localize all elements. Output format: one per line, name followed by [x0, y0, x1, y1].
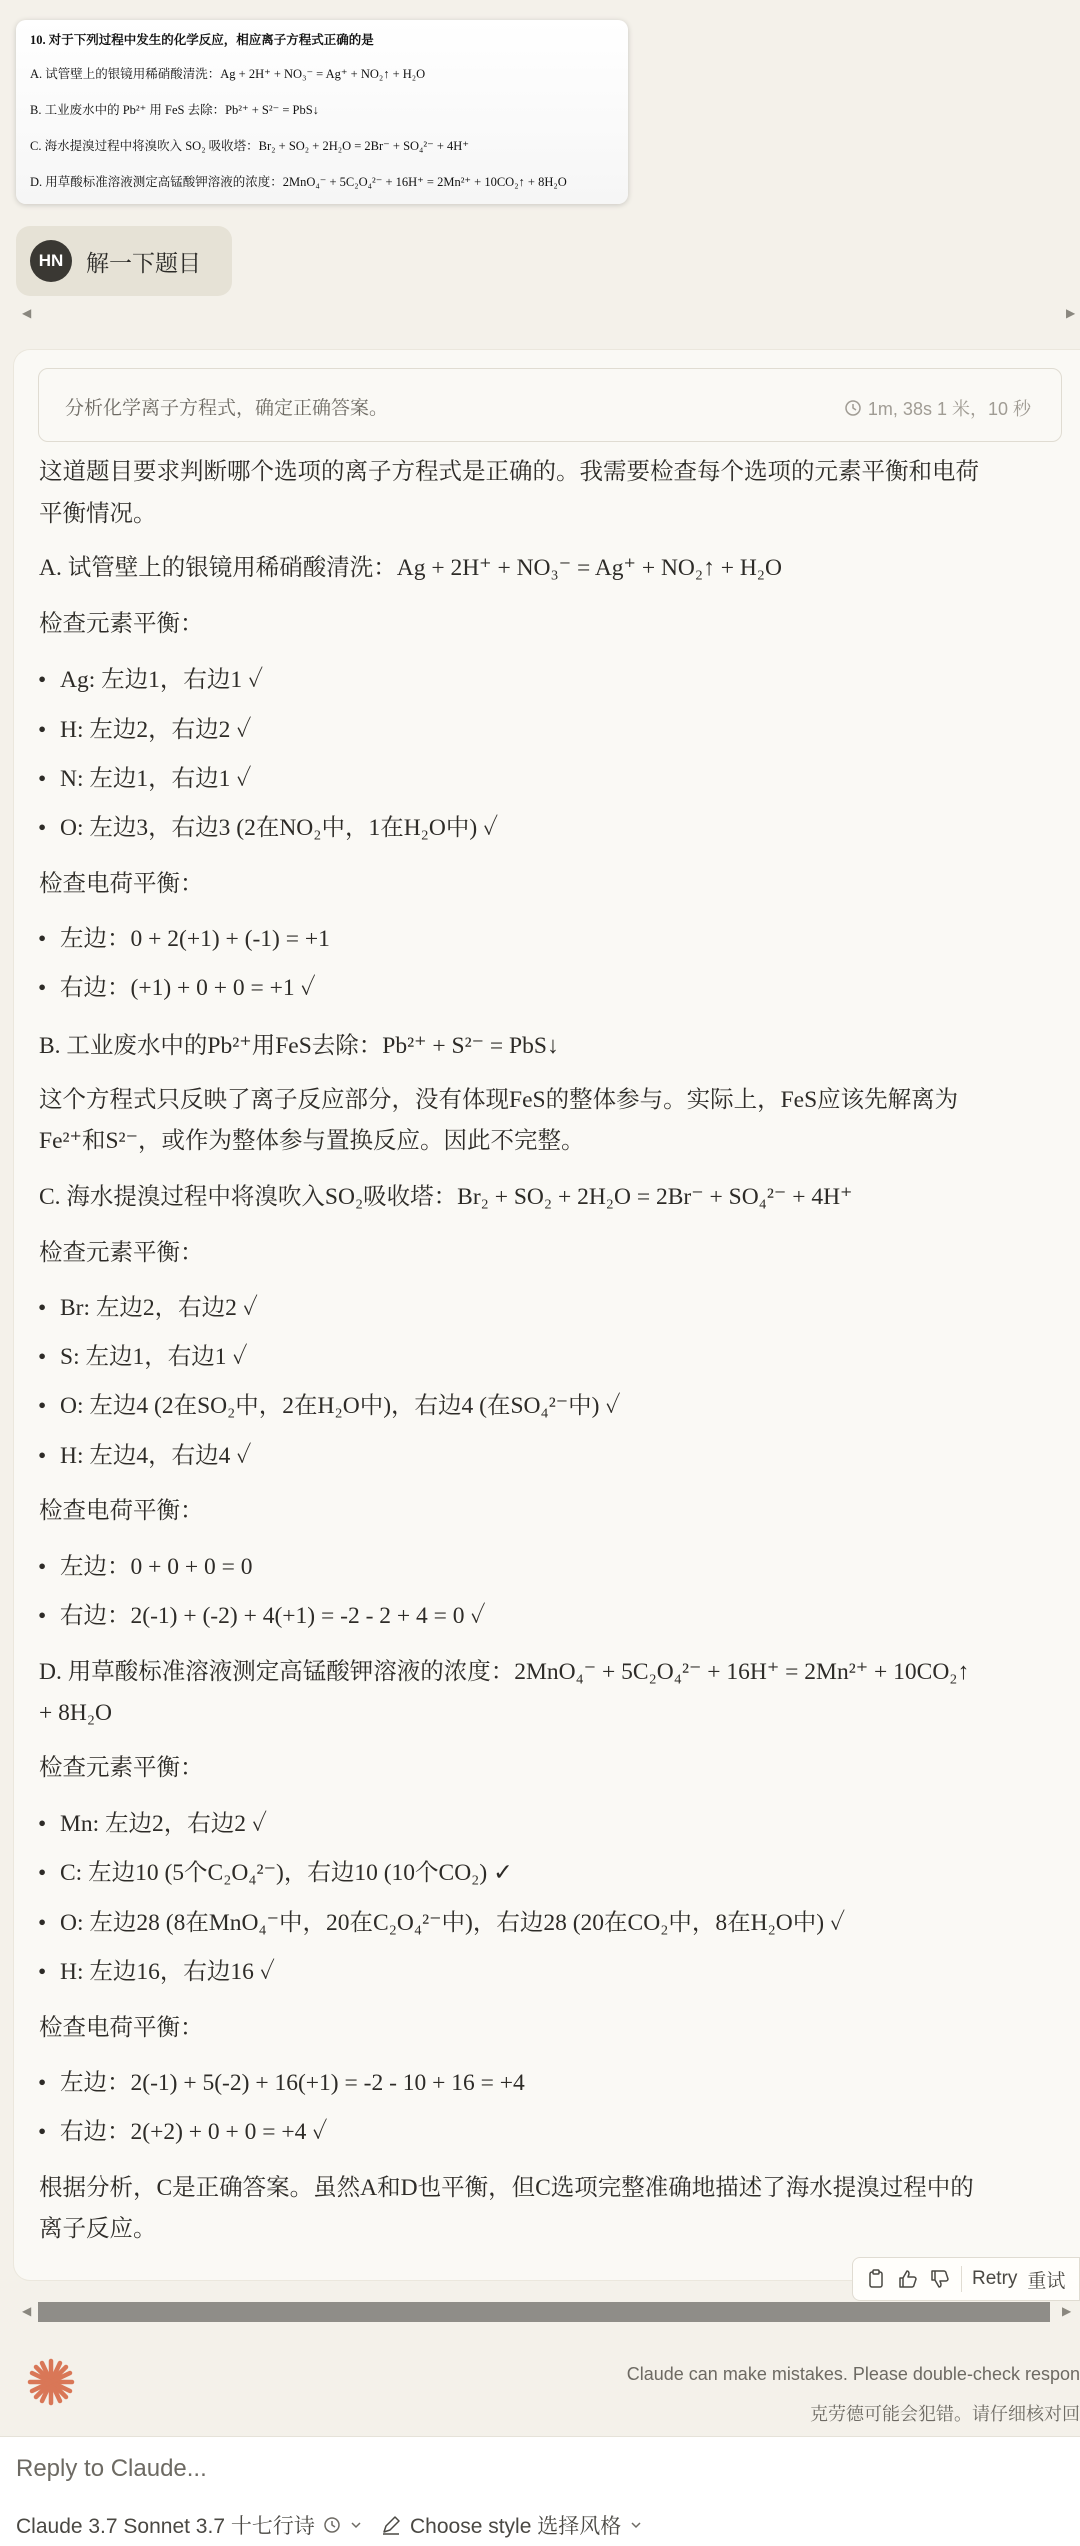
option-a-element-ag: • Ag: 左边1，右边1 ✓ [60, 660, 263, 700]
scroll-left-arrow-icon[interactable]: ◀ [22, 2304, 32, 2318]
answer-intro-line2: 平衡情况。 [39, 501, 157, 527]
problem-option-d: D. 用草酸标准溶液测定高锰酸钾溶液的浓度：2MnO₄⁻ + 5C₂O₄²⁻ + 16H⁺ = 2Mn²⁺ + 10CO₂↑ + 8H₂O [30, 175, 567, 189]
clock-icon [844, 399, 862, 417]
action-divider [961, 2266, 962, 2292]
option-c-charge-left: • 左边：0 + 0 + 0 = 0 [60, 1547, 253, 1587]
problem-option-b: B. 工业废水中的 Pb²⁺ 用 FeS 去除：Pb²⁺ + S²⁻ = PbS↓ [30, 103, 319, 117]
thinking-summary-text: 分析化学离子方程式，确定正确答案。 [65, 398, 389, 419]
option-a-element-o: • O: 左边3，右边3 (2在NO₂中，1在H₂O中) ✓ [60, 808, 498, 848]
option-d-title-line1: D. 用草酸标准溶液测定高锰酸钾溶液的浓度：2MnO₄⁻ + 5C₂O₄²⁻ + 16H⁺ = 2Mn²⁺ + 10CO₂↑ [39, 1659, 970, 1685]
option-a-title: A. 试管壁上的银镜用稀硝酸清洗：Ag + 2H⁺ + NO₃⁻ = Ag⁺ + NO₂↑ + H₂O [39, 555, 782, 581]
problem-question: 10. 对于下列过程中发生的化学反应，相应离子方程式正确的是 [30, 33, 374, 47]
extended-thinking-icon [323, 2516, 341, 2534]
option-c-charge-right: • 右边：2(-1) + (-2) + 4(+1) = -2 - 2 + 4 = 0 ✓ [60, 1596, 486, 1636]
style-selector[interactable] [380, 2510, 643, 2540]
user-message-text: 解一下题目 [86, 249, 201, 276]
model-selector[interactable] [16, 2510, 363, 2540]
disclaimer-english: Claude can make mistakes. Please double-check respon [626, 2364, 1080, 2384]
option-c-element-heading: 检查元素平衡： [39, 1240, 204, 1266]
thinking-summary-box[interactable] [38, 368, 1062, 442]
answer-intro-line1: 这道题目要求判断哪个选项的离子方程式是正确的。我需要检查每个选项的元素平衡和电荷 [39, 459, 979, 485]
chevron-down-icon [629, 2518, 643, 2532]
option-d-element-heading: 检查元素平衡： [39, 1755, 204, 1781]
pen-icon [380, 2514, 402, 2536]
problem-option-a: A. 试管壁上的银镜用稀硝酸清洗：Ag + 2H⁺ + NO₃⁻ = Ag⁺ + NO₂↑ + H₂O [30, 67, 426, 81]
disclaimer-chinese: 克劳德可能会犯错。请仔细核对回 [810, 2404, 1080, 2424]
option-c-element-o: • O: 左边4 (2在SO₂中，2在H₂O中)，右边4 (在SO₄²⁻中) ✓ [60, 1386, 621, 1426]
option-a-element-h: • H: 左边2，右边2 ✓ [60, 710, 251, 750]
option-c-title: C. 海水提溴过程中将溴吹入SO₂吸收塔：Br₂ + SO₂ + 2H₂O = 2Br⁻ + SO₄²⁻ + 4H⁺ [39, 1184, 853, 1210]
problem-option-c: C. 海水提溴过程中将溴吹入 SO₂ 吸收塔：Br₂ + SO₂ + 2H₂O = 2Br⁻ + SO₄²⁻ + 4H⁺ [30, 139, 469, 153]
thinking-meta [844, 395, 1031, 421]
thumbs-up-icon[interactable] [897, 2268, 919, 2290]
option-a-element-heading: 检查元素平衡： [39, 611, 204, 637]
option-d-element-c: • C: 左边10 (5个C₂O₄²⁻)，右边10 (10个CO₂) ✓ [60, 1853, 513, 1893]
copy-icon[interactable] [865, 2268, 887, 2290]
option-d-title-line2: + 8H₂O [39, 1700, 113, 1726]
thumbs-down-icon[interactable] [929, 2268, 951, 2290]
option-c-element-h: • H: 左边4，右边4 ✓ [60, 1436, 251, 1476]
user-avatar: HN [30, 240, 72, 282]
option-c-element-s: • S: 左边1，右边1 ✓ [60, 1337, 248, 1377]
option-a-element-n: • N: 左边1，右边1 ✓ [60, 759, 251, 799]
option-a-charge-left: • 左边：0 + 2(+1) + (-1) = +1 [60, 919, 330, 959]
chevron-down-icon [349, 2518, 363, 2532]
attached-problem-image[interactable] [16, 20, 628, 204]
reply-input[interactable]: Reply to Claude... [16, 2455, 207, 2482]
option-d-charge-right: • 右边：2(+2) + 0 + 0 = +4 ✓ [60, 2112, 327, 2152]
retry-zh-label[interactable]: 重试 [1027, 2270, 1066, 2292]
scroll-right-arrow-icon[interactable]: ▶ [1062, 2304, 1072, 2318]
scroll-left-arrow-icon[interactable]: ◀ [22, 306, 32, 320]
option-c-charge-heading: 检查电荷平衡： [39, 1498, 204, 1524]
option-b-text-line2: Fe²⁺和S²⁻，或作为整体参与置换反应。因此不完整。 [39, 1128, 585, 1154]
option-a-charge-heading: 检查电荷平衡： [39, 871, 204, 897]
scroll-right-arrow-icon[interactable]: ▶ [1066, 306, 1076, 320]
thinking-duration: 1m, 38s 1 米，10 秒 [867, 399, 1031, 419]
option-d-charge-left: • 左边：2(-1) + 5(-2) + 16(+1) = -2 - 10 + 16 = +4 [60, 2063, 525, 2103]
message-action-bar [852, 2257, 1080, 2301]
option-d-element-h: • H: 左边16，右边16 ✓ [60, 1952, 275, 1992]
option-b-text-line1: 这个方程式只反映了离子反应部分，没有体现FeS的整体参与。实际上，FeS应该先解离为 [39, 1087, 959, 1113]
option-d-charge-heading: 检查电荷平衡： [39, 2015, 204, 2041]
horizontal-scrollbar[interactable] [38, 2302, 1050, 2322]
model-selector-label: Claude 3.7 Sonnet 3.7 十七行诗 [16, 2515, 315, 2538]
conclusion-line2: 离子反应。 [39, 2216, 157, 2242]
option-b-title: B. 工业废水中的Pb²⁺用FeS去除：Pb²⁺ + S²⁻ = PbS↓ [39, 1033, 559, 1059]
user-message-bubble [16, 226, 232, 296]
retry-button[interactable]: Retry [972, 2268, 1018, 2289]
option-a-charge-right: • 右边：(+1) + 0 + 0 = +1 ✓ [60, 968, 316, 1008]
composer [0, 2436, 1080, 2546]
option-d-element-mn: • Mn: 左边2，右边2 ✓ [60, 1804, 267, 1844]
conclusion-line1: 根据分析，C是正确答案。虽然A和D也平衡，但C选项完整准确地描述了海水提溴过程中的 [39, 2175, 974, 2201]
option-c-element-br: • Br: 左边2，右边2 ✓ [60, 1288, 258, 1328]
option-d-element-o: • O: 左边28 (8在MnO₄⁻中，20在C₂O₄²⁻中)，右边28 (20在CO₂中，8在H₂O中) ✓ [60, 1903, 845, 1943]
claude-logo-icon [26, 2357, 76, 2407]
style-selector-label: Choose style 选择风格 [410, 2515, 622, 2538]
